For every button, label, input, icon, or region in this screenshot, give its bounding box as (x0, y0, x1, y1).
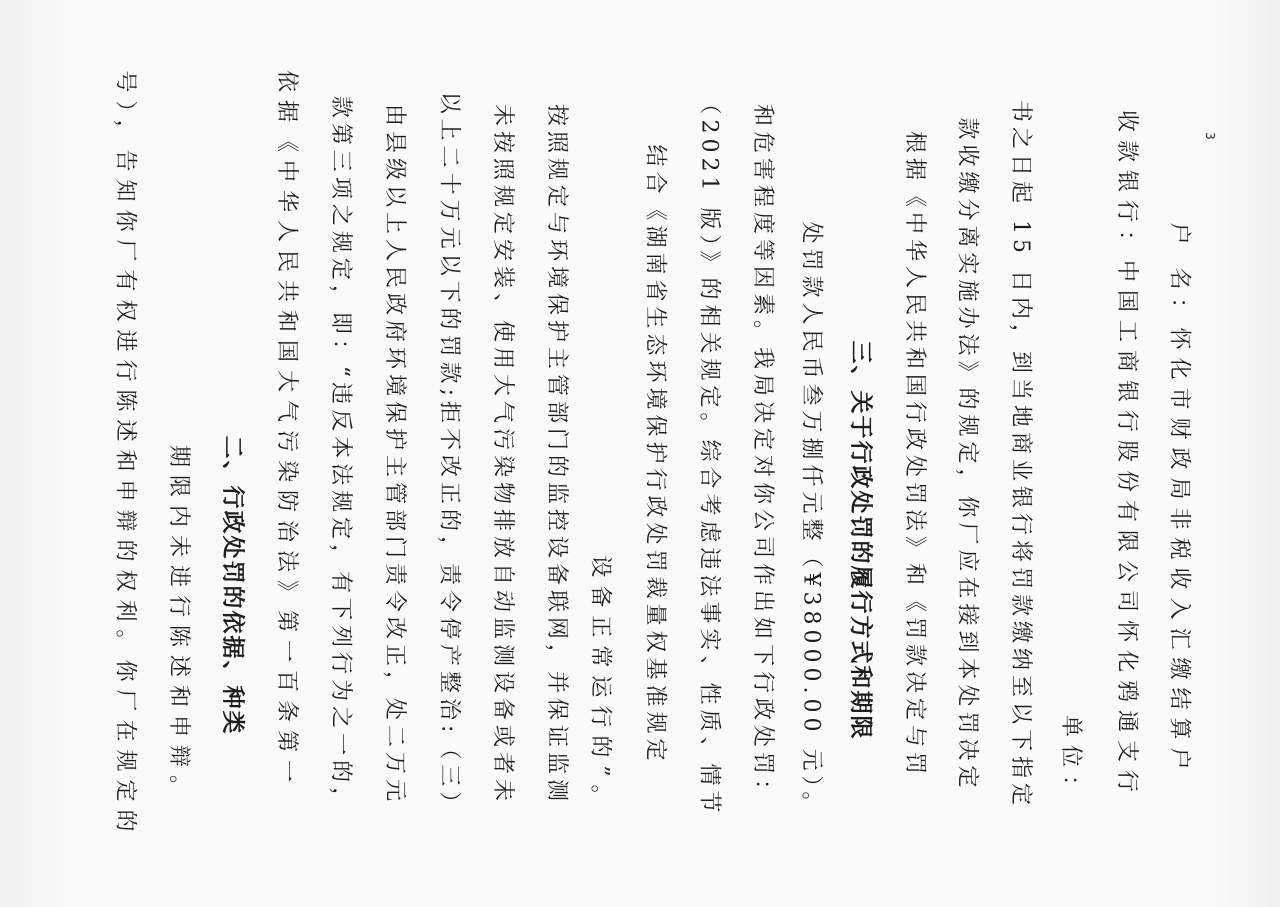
heading-text: 二、行政处罚的依据、种类 (219, 435, 246, 735)
line-text: 户 名：怀化市财政局非税收入汇缴结算户 (1166, 222, 1191, 778)
page-number (1202, 128, 1218, 144)
line-text: 结合《湖南省生态环境保护行政处罚裁量权基准规定 (642, 144, 668, 766)
heading-text: 三、关于行政处罚的履行方式和期限 (847, 340, 874, 740)
line-text: （2021 版）》的相关规定。综合考虑违法事实、性质、情节 (696, 92, 722, 818)
line-text: 和危害程度等因素。我局决定对你公司作出如下行政处罚： (750, 103, 776, 807)
line-text: 号），告知你厂有权进行陈述和申辩的权利。你厂在规定的 (112, 70, 138, 840)
line-text: 设备正常运行的”。 (588, 555, 613, 815)
line-text: 款收缴分离实施办法》的规定，你厂应在接到本处罚决定 (954, 117, 980, 793)
line-text: 按照规定与环境保护主管部门的监控设备联网，并保证监测 (544, 103, 570, 807)
line-text: 期限内未进行陈述和申辩。 (166, 444, 192, 806)
line-text: 根据《中华人民共和国行政处罚法》和《罚款决定与罚 (902, 130, 928, 780)
line-text: 收款银行：中国工商银行股份有限公司怀化鸦通支行 (1114, 109, 1140, 801)
line-text: 书之日起 15 日内，到当地商业银行将罚款缴纳至以下指定 (1008, 100, 1034, 810)
line-text: 依据《中华人民共和国大气污染防治法》第一百条第一 (274, 69, 300, 791)
line-text: 以上二十万元以下的罚款;拒不改正的，责令停产整治:（三） (436, 91, 462, 819)
line-text: 款第三项之规定，即：“违反本法规定，有下列行为之一的， (328, 95, 353, 815)
line-text: 单位： (1058, 714, 1084, 806)
line-text: 由县级以上人民政府环境保护主管部门责令改正，处二万元 (382, 103, 408, 807)
line-text: 未按照规定安装、使用大气污染物排放自动监测设备或者未 (490, 103, 516, 807)
line-text: 处罚款人民币叁万捌仟元整（¥38000.00 元）。 (798, 221, 823, 819)
page-number-text: 3 (1202, 132, 1217, 140)
